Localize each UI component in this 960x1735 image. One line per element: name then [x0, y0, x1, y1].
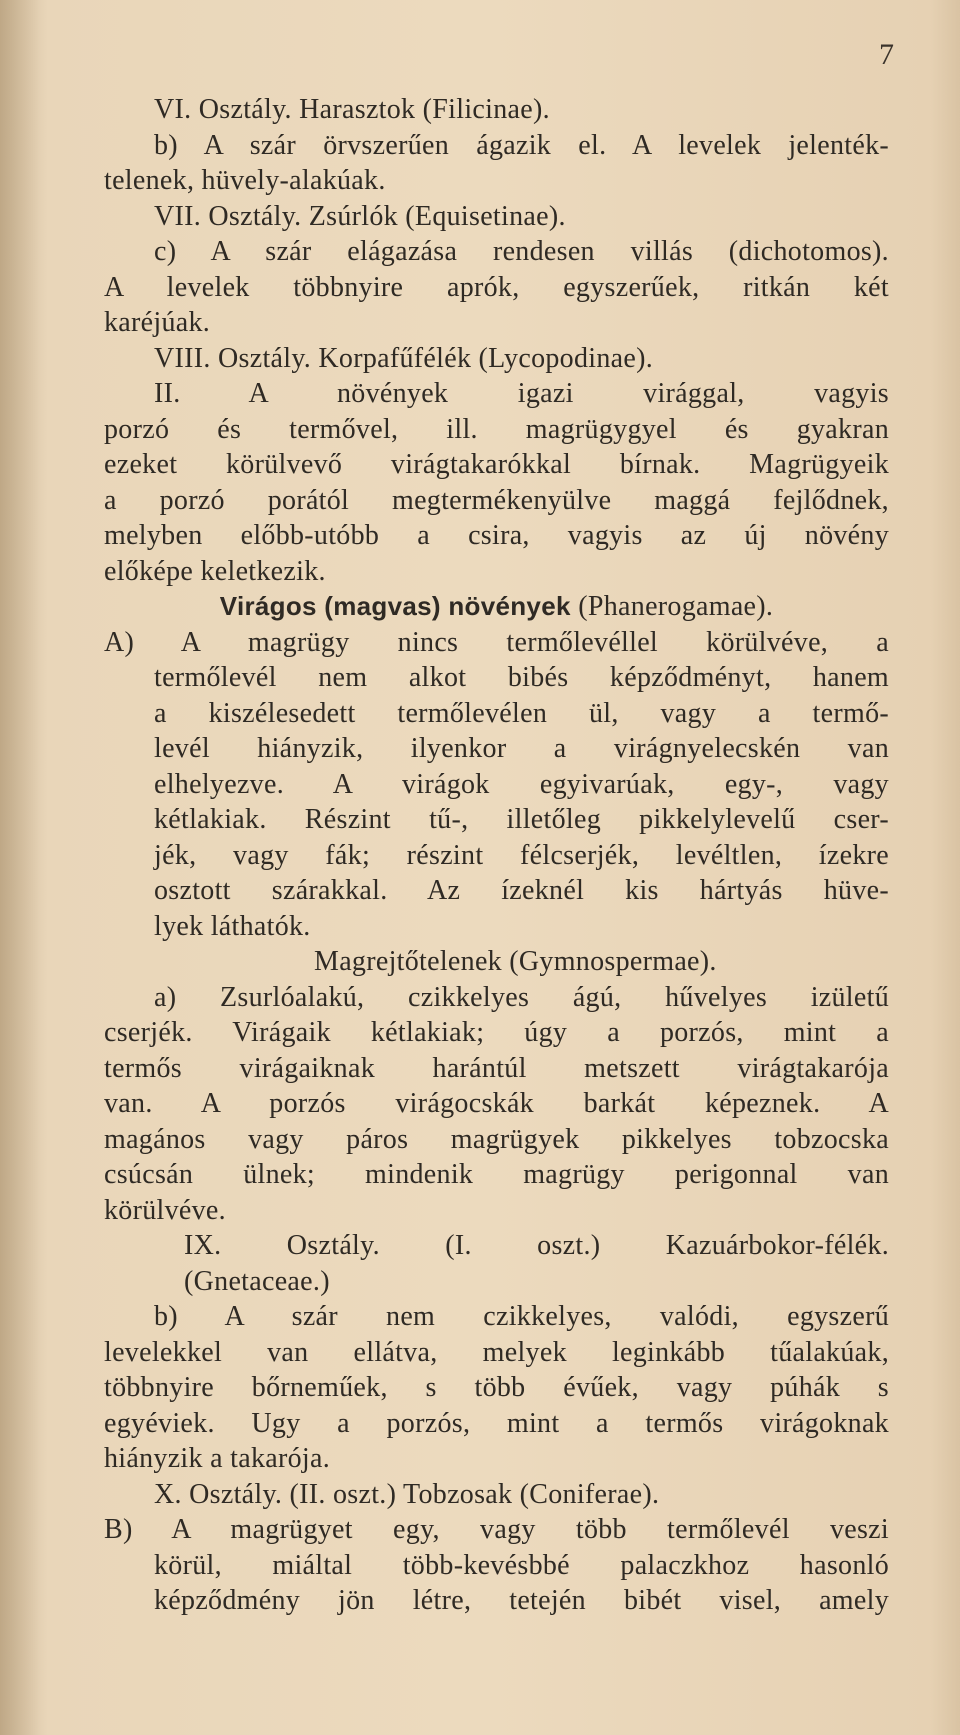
text-line: A) A magrügy nincs termőlevéllel körülvéve, a: [104, 626, 889, 658]
text-line: van. A porzós virágocskák barkát képeznek. A: [104, 1088, 889, 1119]
text-line: A levelek többnyire aprók, egyszerűek, ritkán két: [104, 271, 889, 303]
text-line: termőlevél nem alkot bibés képződményt, hanem: [154, 662, 889, 693]
text-line: Virágos (magvas) növények (Phanerogamae).: [219, 591, 774, 622]
text-line: cserjék. Virágaik kétlakiak; úgy a porzós, mint a: [104, 1017, 889, 1048]
text-line: melyben előbb-utóbb a csira, vagyis az új növény: [104, 520, 889, 551]
text-line: levelekkel van ellátva, melyek leginkább tűalakúak,: [104, 1336, 889, 1368]
text-line: csúcsán ülnek; mindenik magrügy perigonnal van: [104, 1159, 889, 1190]
text-line: b) A szár örvszerűen ágazik el. A levelek jelenték-: [154, 129, 889, 161]
text-line: X. Osztály. (II. oszt.) Tobzosak (Coniferae).: [154, 1478, 660, 1510]
text-line: c) A szár elágazása rendesen villás (dichotomos).: [154, 236, 889, 267]
text-line: termős virágaiknak harántúl metszett virágtakarója: [104, 1052, 889, 1084]
text-line: egyéviek. Ugy a porzós, mint a termős virágoknak: [104, 1407, 889, 1439]
text-line: a porzó porától megtermékenyülve maggá fejlődnek,: [104, 484, 889, 516]
text-line: jék, vagy fák; részint félcserjék, levéltlen, ízekre: [154, 839, 889, 871]
page-number: 7: [879, 38, 894, 71]
text-line: ezeket körülvevő virágtakarókkal bírnak. Magrügyeik: [104, 449, 889, 480]
text-line: osztott szárakkal. Az ízeknél kis hártyás hüve-: [154, 875, 889, 906]
text-line: kétlakiak. Részint tű-, illetőleg pikkelylevelű cser-: [154, 804, 889, 835]
text-line: II. A növények igazi virággal, vagyis: [154, 378, 889, 409]
text-line: lyek láthatók.: [154, 910, 311, 942]
text-line: porzó és termővel, ill. magrügygyel és gyakran: [104, 413, 889, 445]
text-line: levél hiányzik, ilyenkor a virágnyelecskén van: [154, 733, 889, 764]
text-line: a kiszélesedett termőlevélen ül, vagy a termő-: [154, 697, 889, 729]
text-line: magános vagy páros magrügyek pikkelyes tobzocska: [104, 1123, 889, 1155]
text-line: elhelyezve. A virágok egyivarúak, egy-, vagy: [154, 768, 889, 800]
text-line: b) A szár nem czikkelyes, valódi, egyszerű: [154, 1301, 889, 1332]
text-line: hiányzik a takarója.: [104, 1443, 331, 1474]
text-line: képződmény jön létre, tetején bibét visel, amely: [154, 1585, 889, 1616]
text-line: a) Zsurlóalakú, czikkelyes ágú, hűvelyes izületű: [154, 981, 889, 1013]
page-text: [104, 92, 889, 1619]
text-line: előképe keletkezik.: [104, 555, 326, 587]
page-fold-shadow: [0, 0, 48, 1735]
text-line: (Gnetaceae.): [184, 1265, 330, 1297]
text-line: telenek, hüvely-alakúak.: [104, 165, 386, 196]
text-line: Magrejtőtelenek (Gymnospermae).: [314, 946, 717, 977]
text-line: VI. Osztály. Harasztok (Filicinae).: [154, 94, 550, 125]
text-line: VII. Osztály. Zsúrlók (Equisetinae).: [154, 200, 566, 232]
text-line: B) A magrügyet egy, vagy több termőlevél veszi: [104, 1514, 889, 1545]
text-line: IX. Osztály. (I. oszt.) Kazuárbokor-félék.: [184, 1230, 889, 1261]
text-line: körül, miáltal több-kevésbbé palaczkhoz hasonló: [154, 1549, 889, 1581]
text-line: többnyire bőrneműek, s több évűek, vagy púhák s: [104, 1372, 889, 1403]
text-line: körülvéve.: [104, 1194, 226, 1226]
text-line: karéjúak.: [104, 307, 211, 338]
text-line: VIII. Osztály. Korpafűfélék (Lycopodinae).: [154, 342, 654, 374]
